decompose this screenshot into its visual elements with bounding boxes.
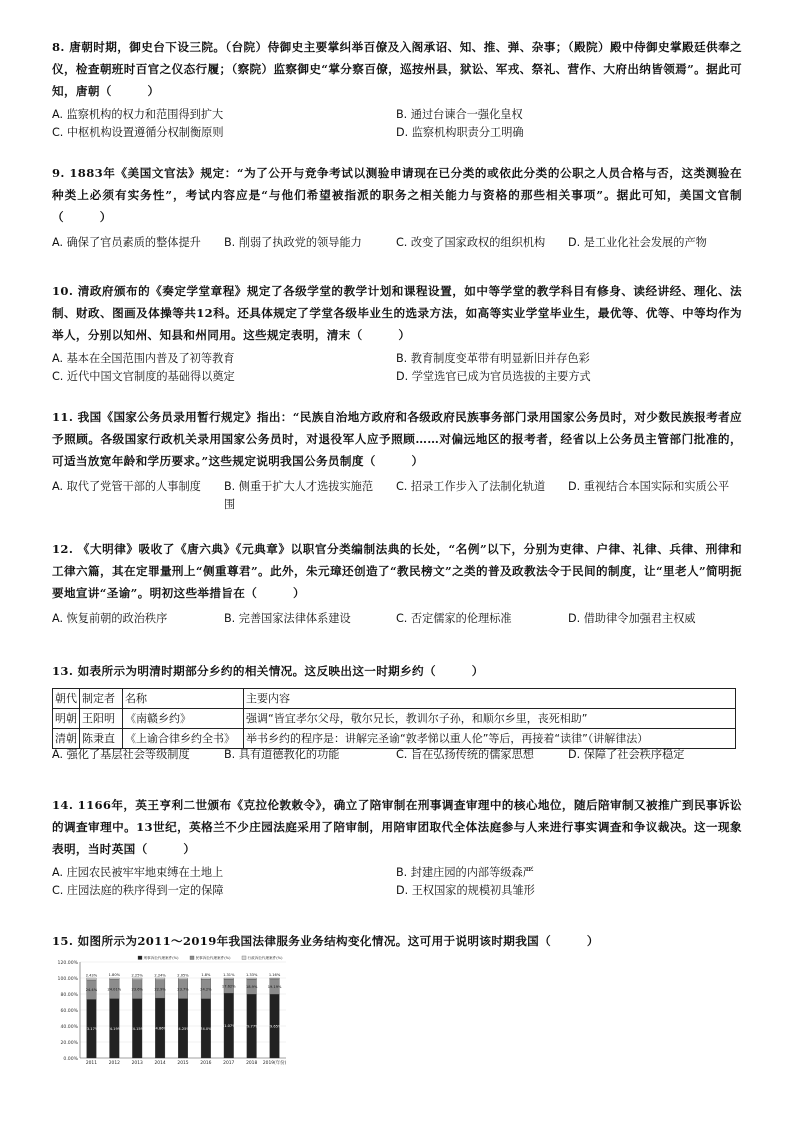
data-label: 74.15% [130, 1026, 145, 1031]
table-header-cell: 名称 [123, 689, 244, 709]
x-tick-label: 2013 [131, 1061, 143, 1066]
bar-segment [132, 978, 142, 980]
bar-segment [155, 978, 165, 980]
data-label: 79.65% [267, 1024, 282, 1029]
legal-services-chart [52, 954, 292, 1070]
options [52, 228, 742, 252]
data-label: 74.0% [200, 1026, 212, 1031]
question-stem: 14. 1166年，英王亨利二世颁布《克拉伦敦敕令》，确立了陪审制在刑事调查审理中的核心地位，随后陪审制又被推广到民事诉讼的调查审理中。13世纪，英格兰不少庄园法庭采用了陪审制，用陪审团取代全体法庭参与人来进行事实调查和争议裁决。这一现象表明，当时英国（ ） [52, 798, 742, 856]
x-tick-label: 2012 [108, 1061, 120, 1066]
data-label: 1.80% [108, 973, 121, 978]
question-stem: 13. 如表所示为明清时期部分乡约的相关情况。这反映出这一时期乡约（ ） [52, 664, 484, 678]
option-d[interactable]: D. 监察机构职责分工明确 [396, 126, 524, 139]
bar-segment [201, 978, 211, 979]
data-label: 74.86% [153, 1026, 167, 1031]
option-c[interactable]: C. 招录工作步入了法制化轨道 [396, 480, 546, 493]
question-stem: 15. 如图所示为2011～2019年我国法律服务业务结构变化情况。这可用于说明该时期我国（ ） [52, 934, 599, 948]
options [52, 346, 742, 386]
data-label: 2.24% [154, 973, 166, 978]
options [52, 472, 742, 512]
option-a[interactable]: A. 确保了官员素质的整体提升 [52, 236, 201, 249]
table-cell: 明朝 [53, 709, 80, 729]
table-cell: 举书乡约的程序是：讲解完圣谕“敦孝悌以重人伦”等后，再接着“读律”（讲解律法） [244, 729, 736, 749]
question-11 [52, 406, 742, 512]
question-12 [52, 538, 742, 628]
question-13-options [52, 746, 742, 766]
y-tick-label: 20.00% [60, 1041, 78, 1046]
y-tick-label: 80.00% [60, 993, 78, 998]
table-cell: 《南赣乡约》 [123, 709, 244, 729]
question-stem: 8. 唐朝时期，御史台下设三院。（台院）侍御史主要掌纠举百僚及入阁承诏、知、推、弹、杂事；（殿院）殿中侍御史掌殿廷供奉之仪，检查朝班时百官之仪态行履；（察院）监察御史“掌分察百僚，巡按州县，狱讼、军戎、祭礼、营作、大府出纳皆领焉”。据此可知，唐朝（ ） [52, 40, 742, 98]
data-label: 1.33% [245, 973, 258, 978]
option-b[interactable]: B. 削弱了执政党的领导能力 [224, 236, 362, 249]
option-d[interactable]: D. 是工业化社会发展的产物 [568, 236, 707, 249]
data-label: 22.9% [154, 987, 166, 992]
options [52, 102, 742, 142]
legend-swatch [138, 956, 142, 960]
option-c[interactable]: C. 中枢机构设置遵循分权制衡原则 [52, 126, 224, 139]
legend-swatch [190, 956, 194, 960]
option-d[interactable]: D. 重视结合本国实际和实质公平 [568, 480, 730, 493]
table-cell: 陈秉直 [80, 729, 123, 749]
data-label: 23.6% [131, 987, 143, 992]
y-tick-label: 40.00% [60, 1025, 78, 1030]
question-stem: 10. 清政府颁布的《奏定学堂章程》规定了各级学堂的教学计划和课程设置，如中等学堂的教学科目有修身、读经讲经、理化、法制、财政、图画及体操等共12科。还具体规定了学堂各级毕业生的选录方法，如高等实业学堂毕业生，最优等、优等、中等均作为举人，分别以知州、知县和州同用。这些规定表明，清末（ ） [52, 284, 742, 342]
x-tick-label: 2018 [246, 1061, 258, 1066]
option-d[interactable]: D. 保障了社会秩序稳定 [568, 748, 685, 761]
x-tick-label: 2017 [223, 1061, 235, 1066]
legend-label: 行政诉讼代理案件(%) [247, 956, 283, 961]
rural-compact-table [52, 688, 736, 749]
table-row [53, 709, 736, 729]
data-label: 1.8% [201, 973, 211, 978]
table-header-cell: 朝代 [53, 689, 80, 709]
option-a[interactable]: A. 强化了基层社会等级制度 [52, 748, 190, 761]
option-d[interactable]: D. 学堂选官已成为官员选拔的主要方式 [396, 370, 591, 383]
x-tick-label: 2015 [177, 1061, 189, 1066]
data-label: 24.2% [200, 987, 212, 992]
option-a[interactable]: A. 恢复前朝的政治秩序 [52, 612, 168, 625]
option-a[interactable]: A. 基本在全国范围内普及了初等教育 [52, 352, 235, 365]
data-label: 17.62% [221, 984, 236, 989]
bar-segment [110, 978, 120, 979]
x-tick-label: 2014 [154, 1061, 166, 1066]
legend-label: 刑事诉讼代理案件(%) [143, 956, 179, 961]
options [52, 746, 742, 766]
data-label: 2.05% [177, 973, 189, 978]
question-9 [52, 162, 742, 252]
option-b[interactable]: B. 侧重于扩大人才选拔实施范围 [224, 480, 374, 511]
option-a[interactable]: A. 取代了党管干部的人事制度 [52, 480, 201, 493]
bar-segment [178, 978, 188, 980]
legend-swatch [242, 956, 246, 960]
option-b[interactable]: B. 封建庄园的内部等级森严 [396, 866, 534, 879]
table-cell: 清朝 [53, 729, 80, 749]
option-a[interactable]: A. 监察机构的权力和范围得到扩大 [52, 108, 224, 121]
option-d[interactable]: D. 王权国家的规模初具雏形 [396, 884, 535, 897]
data-label: 23.7% [177, 987, 189, 992]
x-tick-label: 2016 [200, 1061, 212, 1066]
bar-segment [87, 978, 97, 980]
data-label: 73.17% [84, 1027, 99, 1032]
data-label: 1.31% [223, 973, 235, 978]
y-tick-label: 0.00% [63, 1057, 78, 1062]
question-stem: 12. 《大明律》吸收了《唐六典》《元典章》以职官分类编制法典的长处，“名例”以下，分别为吏律、户律、礼律、兵律、刑律和工律六篇，其在定罪量刑上“侧重尊君”。此外，朱元璋还创造了“教民榜文”之类的普及政教法令于民间的制度，让“里老人”简明扼要地宣讲“圣谕”。明初这些举措旨在（ ） [52, 542, 742, 600]
question-14 [52, 794, 742, 900]
data-label: 24.01% [107, 987, 122, 992]
data-label: 18.9% [245, 985, 258, 990]
x-tick-label: 2019(年份) [262, 1061, 287, 1066]
bar-segment [270, 978, 280, 979]
options [52, 860, 742, 900]
question-stem: 11. 我国《国家公务员录用暂行规定》指出：“民族自治地方政府和各级政府民族事务部门录用国家公务员时，对少数民族报考者应予照顾。各级国家行政机关录用国家公务员时，对退役军人应予照顾……对偏远地区的报考者，经省以上公务员主管部门批准的，可适当放宽年龄和学历要求。”这些规定说明我国公务员制度（ ） [52, 410, 742, 468]
option-b[interactable]: B. 具有道德教化的功能 [224, 748, 340, 761]
question-stem: 9. 1883年《美国文官法》规定：“为了公开与竞争考试以测验申请现在已分类的或依此分类的公职之人员合格与否，这类测验在种类上必须有实务性”，考试内容应是“与他们希望被指派的职务之相关能力与资格的那些相关事项”。据此可知，美国文官制（ ） [52, 166, 742, 224]
y-tick-label: 60.00% [60, 1009, 78, 1014]
data-label: 24.4% [85, 988, 98, 993]
table-cell: 《上谕合律乡约全书》 [123, 729, 244, 749]
data-label: 74.25% [176, 1026, 190, 1031]
data-label: 79.77% [244, 1024, 259, 1029]
option-c[interactable]: C. 庄园法庭的秩序得到一定的保障 [52, 884, 224, 897]
y-tick-label: 120.00% [57, 961, 78, 966]
option-a[interactable]: A. 庄园农民被牢牢地束缚在土地上 [52, 866, 224, 879]
table-cell: 强调“皆宜孝尔父母，敬尔兄长，教训尔子孙，和顺尔乡里，丧死相助” [244, 709, 736, 729]
option-c[interactable]: C. 改变了国家政权的组织机构 [396, 236, 546, 249]
data-label: 2.25% [131, 973, 143, 978]
bar-segment [247, 978, 257, 979]
question-8 [52, 36, 742, 142]
x-tick-label: 2011 [85, 1061, 98, 1066]
data-label: 2.43% [85, 973, 98, 978]
stacked-bar-chart [52, 954, 292, 1070]
y-tick-label: 100.00% [57, 977, 78, 982]
option-c[interactable]: C. 近代中国文官制度的基础得以奠定 [52, 370, 235, 383]
question-10 [52, 280, 742, 386]
option-d[interactable]: D. 借助律令加强君主权威 [568, 612, 696, 625]
table-header-row [53, 689, 736, 709]
table-cell: 王阳明 [80, 709, 123, 729]
data-label: 81.07% [221, 1024, 236, 1029]
data-label: 74.19% [107, 1026, 122, 1031]
option-c[interactable]: C. 旨在弘扬传统的儒家思想 [396, 748, 534, 761]
option-b[interactable]: B. 通过台谏合一强化皇权 [396, 108, 523, 121]
options [52, 604, 742, 628]
legend-label: 民事诉讼代理案件(%) [195, 956, 231, 961]
table-header-cell: 制定者 [80, 689, 123, 709]
option-b[interactable]: B. 教育制度变革带有明显新旧并存色彩 [396, 352, 590, 365]
data-label: 19.19% [267, 985, 282, 990]
question-13 [52, 660, 742, 682]
option-c[interactable]: C. 否定儒家的伦理标准 [396, 612, 512, 625]
bar-segment [224, 978, 234, 979]
question-15 [52, 930, 742, 952]
option-b[interactable]: B. 完善国家法律体系建设 [224, 612, 351, 625]
data-label: 1.16% [268, 972, 281, 977]
table-header-cell: 主要内容 [244, 689, 736, 709]
